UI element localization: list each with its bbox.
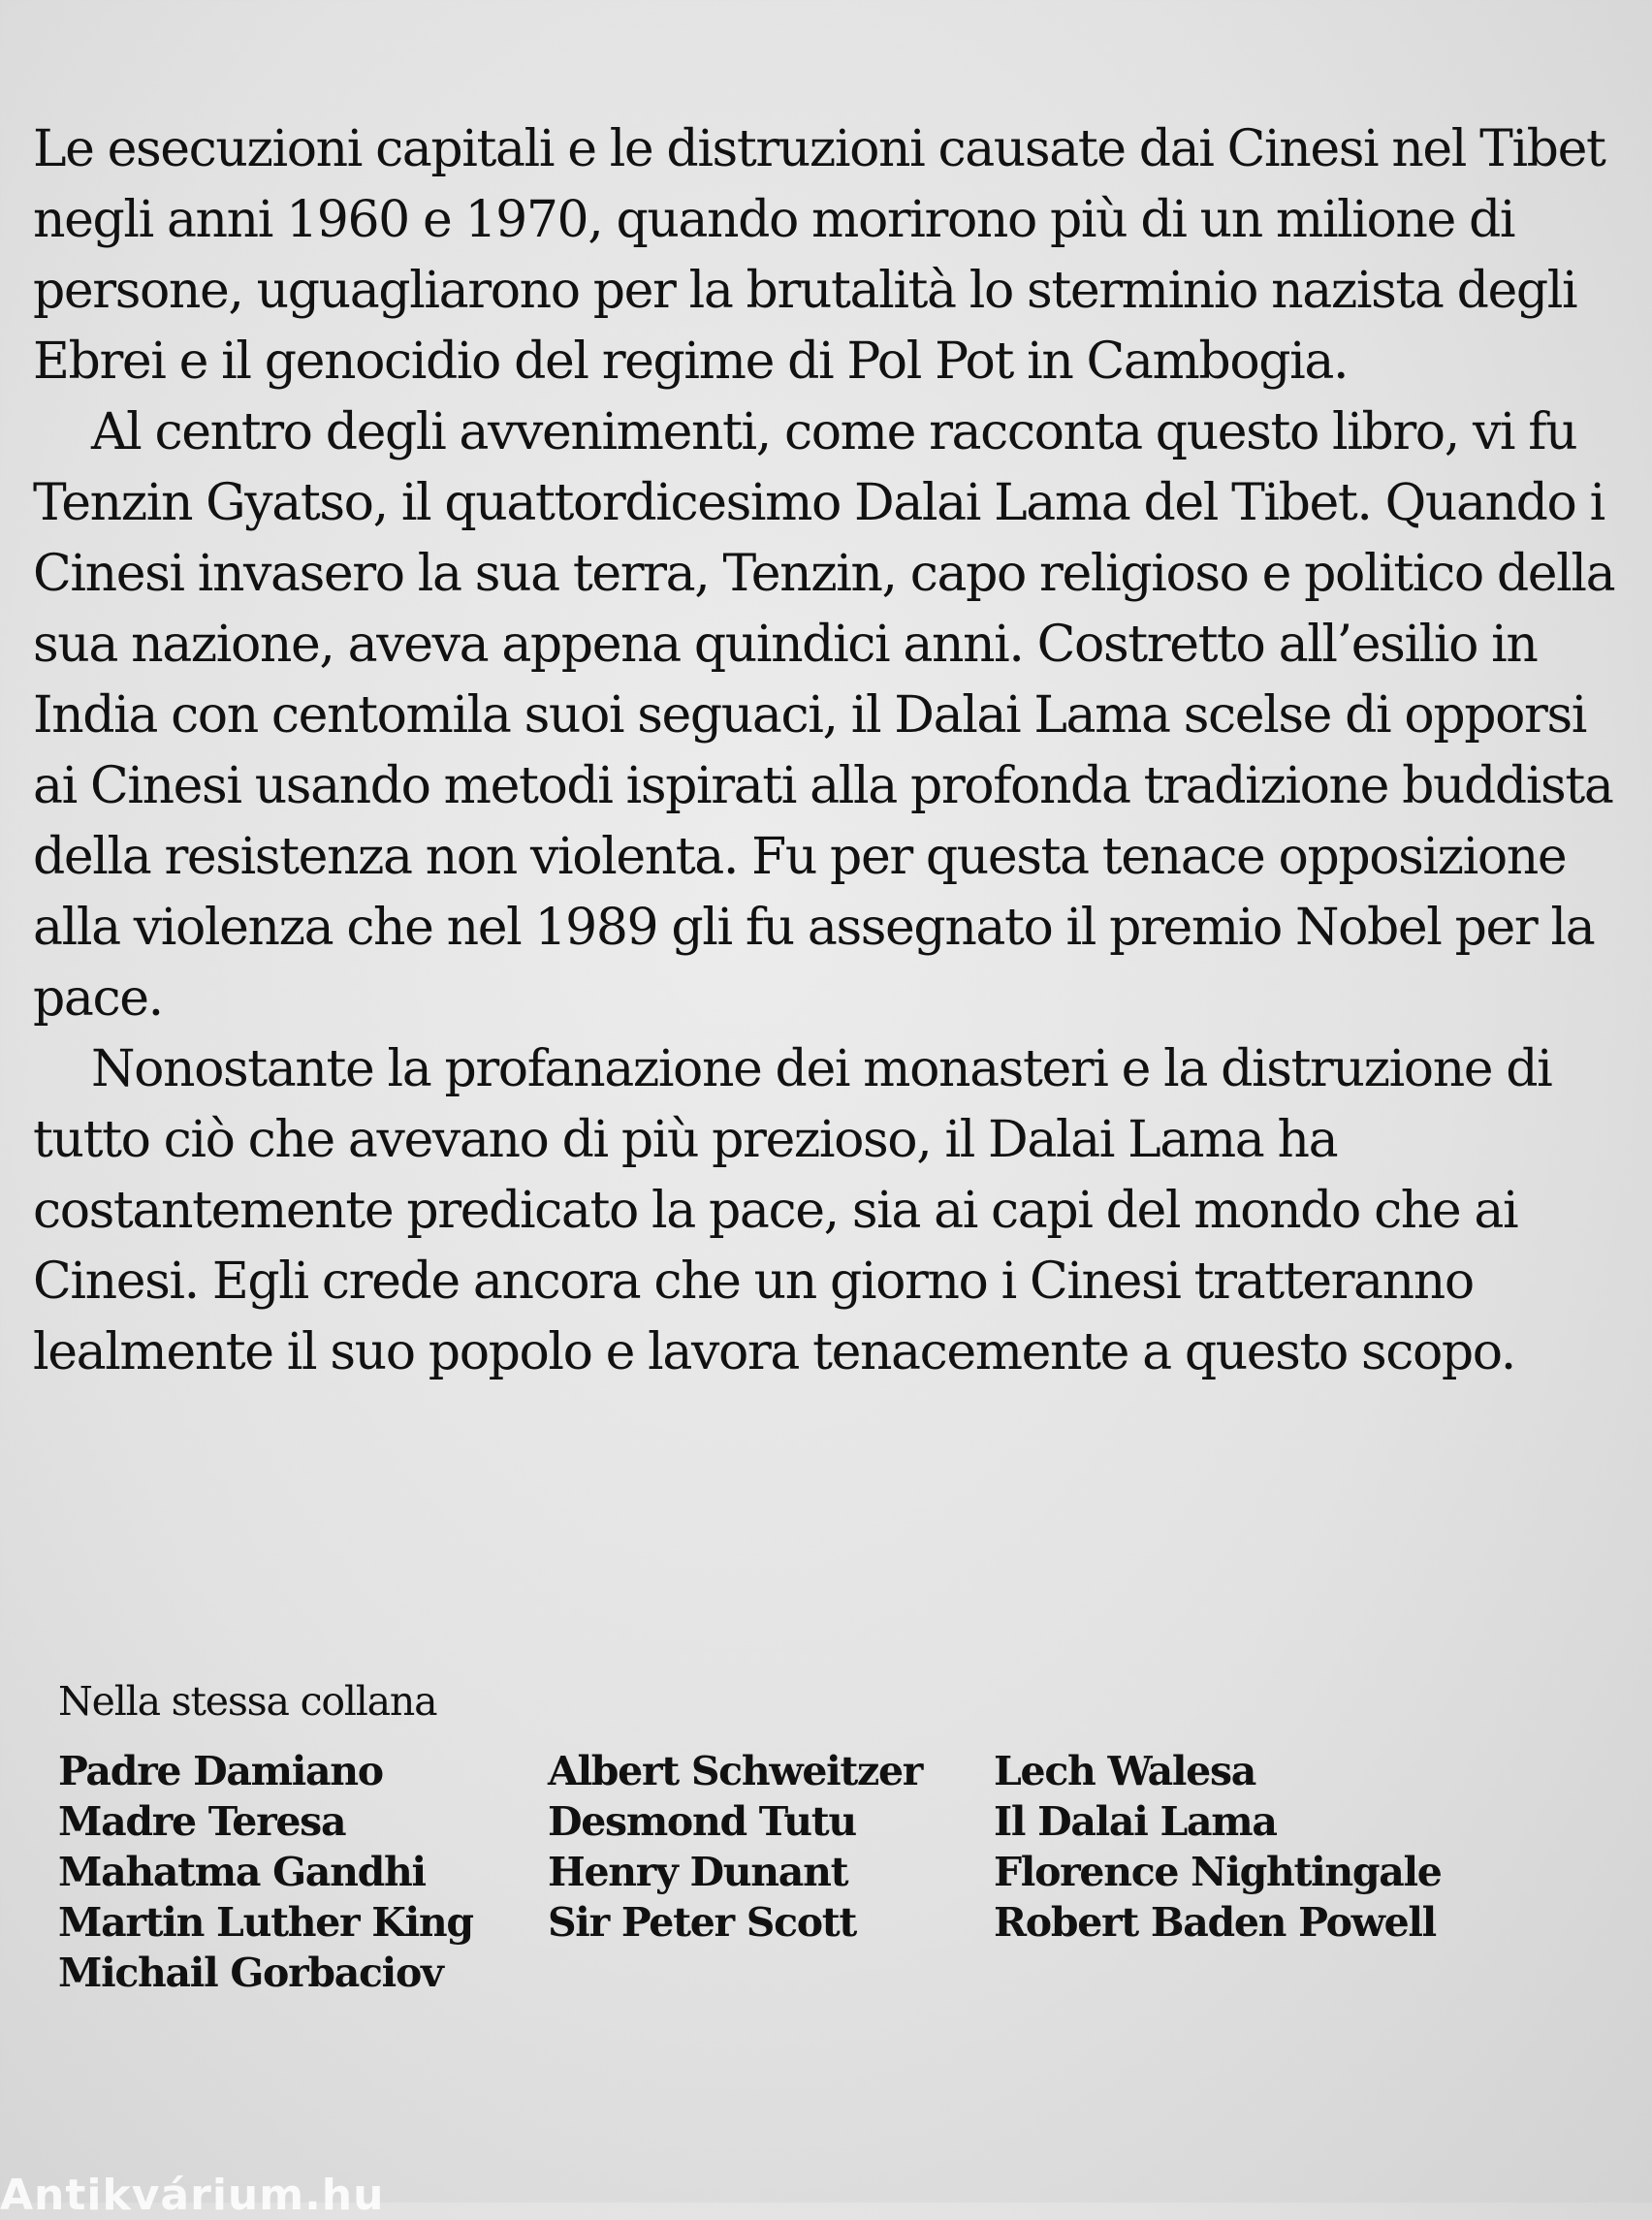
series-title: Il Dalai Lama (994, 1798, 1277, 1845)
series-title: Desmond Tutu (548, 1798, 856, 1845)
series-title: Florence Nightingale (994, 1849, 1442, 1895)
watermark: Antikvárium.hu (0, 2171, 385, 2220)
series-title: Robert Baden Powell (994, 1899, 1436, 1946)
series-title: Mahatma Gandhi (58, 1849, 426, 1895)
series-column-1 (58, 1746, 548, 1998)
series-title: Michail Gorbaciov (58, 1950, 443, 1996)
series-title: Albert Schweitzer (548, 1748, 923, 1794)
blurb-paragraph-1: Le esecuzioni capitali e le distruzioni causate dai Cinesi nel Tibet negli anni 1960 e 1970, quando morirono più di un milione di persone, uguagliarono per la brutalità lo sterminio nazista degli Ebrei e il genocidio del regime di Pol Pot in Cambogia. (33, 120, 1605, 391)
series-title: Lech Walesa (994, 1748, 1256, 1794)
series-heading: Nella stessa collana (58, 1678, 437, 1725)
series-title: Sir Peter Scott (548, 1899, 857, 1946)
series-list (58, 1672, 1571, 1998)
blurb-paragraph-2: Al centro degli avvenimenti, come racconta questo libro, vi fu Tenzin Gyatso, il quattordicesimo Dalai Lama del Tibet. Quando i Cinesi invasero la sua terra, Tenzin, capo religioso e politico della sua nazione, aveva appena quindici anni. Costretto all’esilio in India con centomila suoi seguaci, il Dalai Lama scelse di opporsi ai Cinesi usando metodi ispirati alla profonda tradizione buddista della resistenza non violenta. Fu per questa tenace opposizione alla violenza che nel 1989 gli fu assegnato il premio Nobel per la pace. (33, 403, 1615, 1028)
blurb-paragraph-3: Nonostante la profanazione dei monasteri e la distruzione di tutto ciò che avevano di più prezioso, il Dalai Lama ha costantemente predicato la pace, sia ai capi del mondo che ai Cinesi. Egli crede ancora che un giorno i Cinesi tratteranno lealmente il suo popolo e lavora tenacemente a questo scopo. (33, 1040, 1552, 1381)
blurb-text (33, 114, 1623, 1388)
series-column-2 (548, 1746, 994, 1998)
series-title: Madre Teresa (58, 1798, 346, 1845)
series-title: Martin Luther King (58, 1899, 473, 1946)
series-column-3 (994, 1746, 1498, 1998)
series-title: Padre Damiano (58, 1748, 383, 1794)
series-title: Henry Dunant (548, 1849, 848, 1895)
series-columns (58, 1746, 1571, 1998)
